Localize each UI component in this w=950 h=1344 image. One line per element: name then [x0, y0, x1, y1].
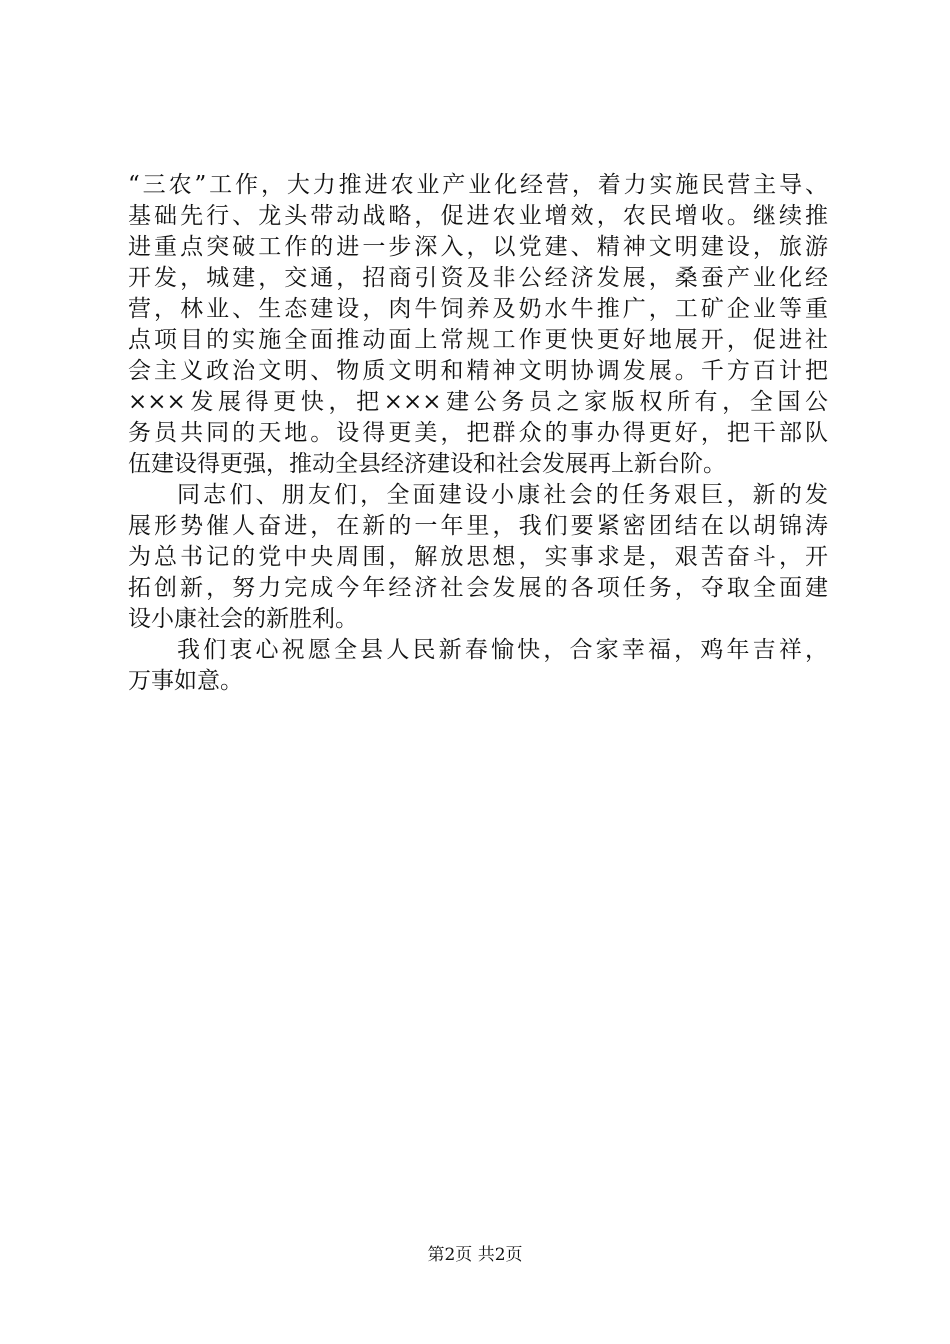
text-line: 拓创新，努力完成今年经济社会发展的各项任务，夺取全面建 [128, 575, 828, 601]
text-line: 伍建设得更强，推动全县经济建设和社会发展再上新台阶。 [128, 451, 726, 477]
text-line: 同志们、朋友们，全面建设小康社会的任务艰巨，新的发 [177, 482, 828, 508]
text-line: 营，林业、生态建设，肉牛饲养及奶水牛推广，工矿企业等重 [128, 296, 828, 322]
text-line: 点项目的实施全面推动面上常规工作更快更好地展开，促进社 [128, 327, 828, 353]
text-line: 会主义政治文明、物质文明和精神文明协调发展。千方百计把 [128, 358, 828, 384]
text-line: 我们衷心祝愿全县人民新春愉快，合家幸福，鸡年吉祥， [177, 637, 828, 663]
text-line: 展形势催人奋进，在新的一年里，我们要紧密团结在以胡锦涛 [128, 513, 828, 539]
page-number-label: 第2页 共2页 [427, 1245, 523, 1265]
text-line: 为总书记的党中央周围，解放思想，实事求是，艰苦奋斗，开 [128, 544, 828, 570]
text-line: 进重点突破工作的进一步深入，以党建、精神文明建设，旅游 [128, 234, 828, 260]
paragraph-1 [128, 170, 828, 480]
page-footer [0, 1243, 950, 1267]
document-body [128, 170, 828, 697]
text-line: 万事如意。 [128, 668, 243, 694]
text-line: 设小康社会的新胜利。 [128, 606, 358, 632]
text-line: “三农”工作，大力推进农业产业化经营，着力实施民营主导、 [128, 172, 828, 198]
text-line: ×××发展得更快，把×××建公务员之家版权所有，全国公 [128, 389, 828, 415]
paragraph-2 [128, 480, 828, 635]
paragraph-3 [128, 635, 828, 697]
text-line: 务员共同的天地。设得更美，把群众的事办得更好，把干部队 [128, 420, 828, 446]
text-line: 开发，城建，交通，招商引资及非公经济发展，桑蚕产业化经 [128, 265, 828, 291]
text-line: 基础先行、龙头带动战略，促进农业增效，农民增收。继续推 [128, 203, 828, 229]
